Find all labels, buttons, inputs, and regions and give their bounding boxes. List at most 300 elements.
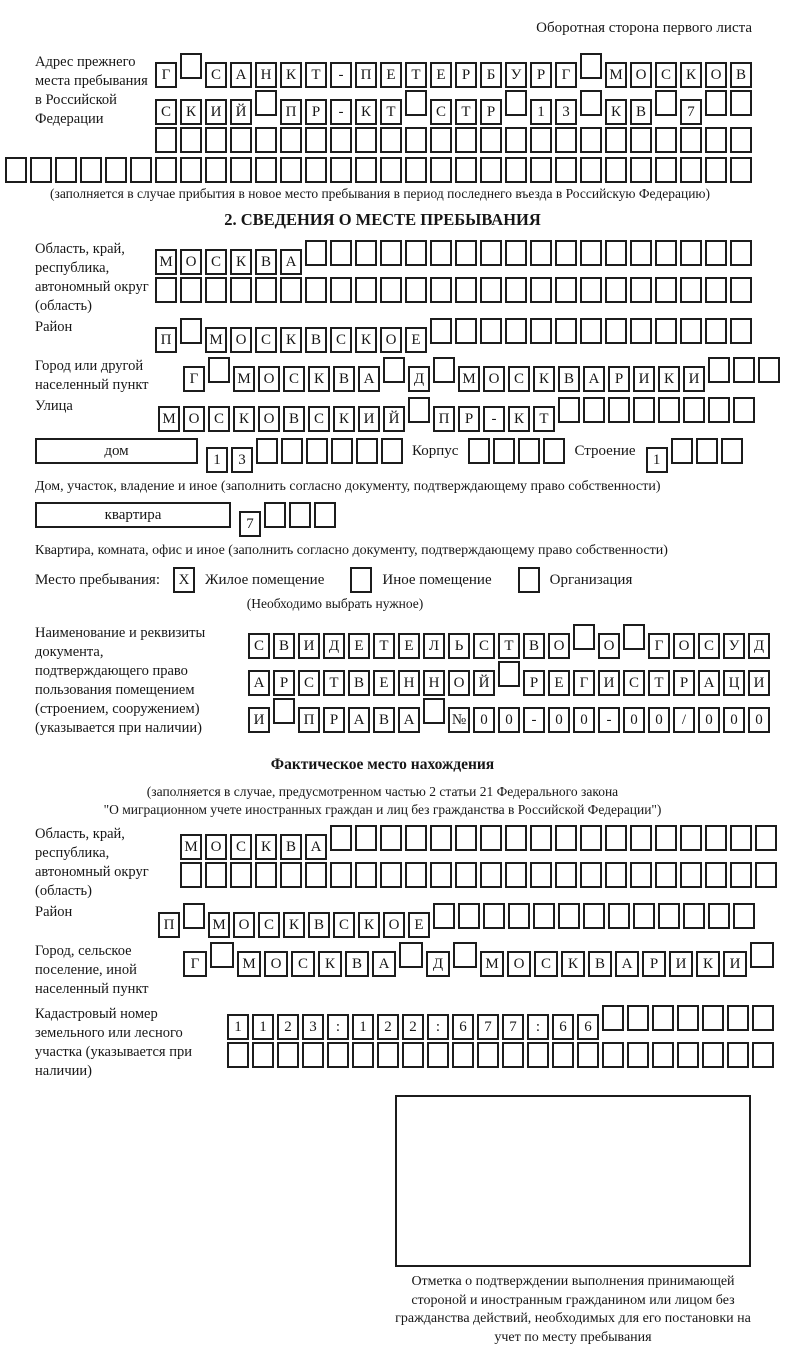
char-cell xyxy=(605,825,627,851)
region-label: Область, край, республика, автономный округ (область) xyxy=(35,241,149,314)
char-cell xyxy=(330,240,352,266)
char-cell xyxy=(493,438,515,464)
char-cell: 0 xyxy=(748,707,770,733)
char-cell xyxy=(455,240,477,266)
char-cell: Т xyxy=(373,633,395,659)
char-cell xyxy=(405,157,427,183)
char-cell xyxy=(552,1042,574,1068)
char-cell: 6 xyxy=(577,1014,599,1040)
char-cell xyxy=(683,397,705,423)
char-cell xyxy=(380,157,402,183)
char-cell: / xyxy=(673,707,695,733)
char-cell: Р xyxy=(673,670,695,696)
char-cell xyxy=(555,127,577,153)
char-cell xyxy=(580,277,602,303)
char-cell: К xyxy=(280,327,302,353)
char-cell: В xyxy=(345,951,369,977)
char-cell xyxy=(399,942,423,968)
char-cell xyxy=(733,903,755,929)
char-cell xyxy=(305,862,327,888)
cadastre-label: Кадастровый номер земельного или лесного участка (указывается при наличии) xyxy=(35,1006,192,1079)
char-cell xyxy=(227,1042,249,1068)
char-cell xyxy=(155,127,177,153)
char-cell: С xyxy=(255,327,277,353)
char-cell: 1 xyxy=(646,447,668,473)
char-cell xyxy=(180,157,202,183)
char-cell: 6 xyxy=(552,1014,574,1040)
char-cell: К xyxy=(180,99,202,125)
char-cell xyxy=(605,318,627,344)
char-cell xyxy=(380,862,402,888)
city-field xyxy=(5,357,800,395)
char-cell: Й xyxy=(473,670,495,696)
char-cell xyxy=(380,277,402,303)
char-cell xyxy=(180,277,202,303)
char-cell: У xyxy=(723,633,745,659)
char-cell xyxy=(705,277,727,303)
char-cell: Й xyxy=(383,406,405,432)
char-cell xyxy=(530,825,552,851)
actual-location-note-1: (заполняется в случае, предусмотренном частью 2 статьи 21 Федерального закона xyxy=(146,784,619,799)
char-cell: Ь xyxy=(448,633,470,659)
char-cell: Г xyxy=(573,670,595,696)
char-cell: С xyxy=(205,62,227,88)
region-row-1 xyxy=(155,240,755,275)
char-cell: Б xyxy=(480,62,502,88)
char-cell: Г xyxy=(648,633,670,659)
char-cell: Ц xyxy=(723,670,745,696)
char-cell: В xyxy=(273,633,295,659)
char-cell xyxy=(580,240,602,266)
char-cell xyxy=(455,127,477,153)
char-cell xyxy=(255,127,277,153)
char-cell: В xyxy=(255,249,277,275)
char-cell: И xyxy=(248,707,270,733)
char-cell xyxy=(727,1005,749,1031)
char-cell xyxy=(708,397,730,423)
char-cell: Е xyxy=(430,62,452,88)
char-cell xyxy=(55,157,77,183)
char-cell xyxy=(505,825,527,851)
char-cell xyxy=(330,277,352,303)
cadastre-rows xyxy=(227,1005,777,1070)
char-cell xyxy=(677,1042,699,1068)
char-cell: К xyxy=(696,951,720,977)
char-cell xyxy=(580,53,602,79)
char-cell: О xyxy=(183,406,205,432)
char-cell: Е xyxy=(398,633,420,659)
char-cell: Т xyxy=(380,99,402,125)
char-cell xyxy=(730,90,752,116)
char-cell xyxy=(680,862,702,888)
house-box: дом xyxy=(35,438,198,464)
char-cell: М xyxy=(233,366,255,392)
char-cell xyxy=(655,318,677,344)
cadastre-row-2 xyxy=(227,1042,777,1068)
char-cell: 0 xyxy=(473,707,495,733)
char-cell xyxy=(555,862,577,888)
char-cell: С xyxy=(155,99,177,125)
char-cell xyxy=(455,825,477,851)
char-cell xyxy=(281,438,303,464)
char-cell: Т xyxy=(533,406,555,432)
char-cell xyxy=(730,862,752,888)
char-cell: С xyxy=(248,633,270,659)
char-cell: 1 xyxy=(252,1014,274,1040)
char-cell: П xyxy=(158,912,180,938)
char-cell: К xyxy=(318,951,342,977)
char-cell: Е xyxy=(380,62,402,88)
char-cell xyxy=(580,862,602,888)
actual-city-label: Город, сельское поселение, иной населенный пункт xyxy=(35,943,149,997)
stay-checkbox-organization xyxy=(518,567,540,593)
char-cell xyxy=(423,698,445,724)
char-cell xyxy=(355,862,377,888)
char-cell: С xyxy=(291,951,315,977)
char-cell xyxy=(630,277,652,303)
char-cell: А xyxy=(398,707,420,733)
char-cell: С xyxy=(473,633,495,659)
char-cell xyxy=(205,157,227,183)
char-cell: О xyxy=(180,249,202,275)
stay-type-row xyxy=(35,567,800,593)
char-cell: Р xyxy=(458,406,480,432)
char-cell xyxy=(755,862,777,888)
char-cell xyxy=(730,825,752,851)
char-cell xyxy=(455,862,477,888)
char-cell xyxy=(183,903,205,929)
char-cell xyxy=(655,240,677,266)
char-cell: И xyxy=(358,406,380,432)
char-cell xyxy=(605,240,627,266)
stay-checkbox-other xyxy=(350,567,372,593)
char-cell xyxy=(205,127,227,153)
char-cell xyxy=(255,157,277,183)
char-cell xyxy=(758,357,780,383)
char-cell xyxy=(733,397,755,423)
char-cell xyxy=(5,157,27,183)
char-cell xyxy=(655,862,677,888)
char-cell xyxy=(555,277,577,303)
stay-type-label: Место пребывания: xyxy=(35,571,160,588)
house-number-cells xyxy=(206,438,406,473)
char-cell: 2 xyxy=(277,1014,299,1040)
char-cell xyxy=(555,157,577,183)
char-cell: И xyxy=(683,366,705,392)
char-cell: И xyxy=(298,633,320,659)
char-cell xyxy=(505,318,527,344)
char-cell xyxy=(230,157,252,183)
actual-district-row xyxy=(158,903,758,938)
char-cell: Р xyxy=(523,670,545,696)
char-cell: О xyxy=(448,670,470,696)
char-cell xyxy=(630,318,652,344)
char-cell: О xyxy=(483,366,505,392)
char-cell xyxy=(306,438,328,464)
prev-address-row-3 xyxy=(155,127,755,153)
char-cell xyxy=(705,90,727,116)
char-cell: : xyxy=(327,1014,349,1040)
char-cell xyxy=(630,127,652,153)
char-cell: Л xyxy=(423,633,445,659)
char-cell: М xyxy=(158,406,180,432)
char-cell xyxy=(555,318,577,344)
char-cell: О xyxy=(258,406,280,432)
char-cell: К xyxy=(561,951,585,977)
char-cell xyxy=(630,862,652,888)
char-cell xyxy=(331,438,353,464)
char-cell: 2 xyxy=(402,1014,424,1040)
char-cell xyxy=(677,1005,699,1031)
char-cell xyxy=(533,903,555,929)
char-cell xyxy=(455,157,477,183)
char-cell: О xyxy=(630,62,652,88)
char-cell xyxy=(518,438,540,464)
char-cell xyxy=(605,862,627,888)
char-cell xyxy=(305,240,327,266)
region-rows xyxy=(155,240,755,305)
char-cell xyxy=(205,862,227,888)
char-cell xyxy=(427,1042,449,1068)
char-cell: Г xyxy=(183,366,205,392)
char-cell: С xyxy=(623,670,645,696)
char-cell xyxy=(623,624,645,650)
char-cell: 0 xyxy=(573,707,595,733)
char-cell: Е xyxy=(373,670,395,696)
char-cell: С xyxy=(298,670,320,696)
char-cell xyxy=(730,157,752,183)
char-cell xyxy=(577,1042,599,1068)
char-cell: Т xyxy=(323,670,345,696)
char-cell xyxy=(658,903,680,929)
char-cell xyxy=(302,1042,324,1068)
char-cell xyxy=(355,277,377,303)
char-cell: Е xyxy=(408,912,430,938)
stay-option-organization: Организация xyxy=(549,571,633,588)
char-cell: О xyxy=(383,912,405,938)
char-cell xyxy=(273,698,295,724)
char-cell xyxy=(330,127,352,153)
stroenie-cells xyxy=(646,438,746,473)
korpus-cells xyxy=(468,438,568,464)
char-cell: С xyxy=(258,912,280,938)
char-cell xyxy=(480,240,502,266)
char-cell: В xyxy=(308,912,330,938)
char-cell: А xyxy=(280,249,302,275)
char-cell xyxy=(602,1005,624,1031)
actual-location-title: Фактическое место нахождения xyxy=(270,756,495,773)
doc-label: Наименование и реквизиты документа, подтверждающего право пользования помещением (строением, сооружением) (указывается при наличии) xyxy=(35,625,206,736)
char-cell: Д xyxy=(323,633,345,659)
char-cell xyxy=(314,502,336,528)
char-cell xyxy=(505,157,527,183)
char-cell: Р xyxy=(455,62,477,88)
char-cell xyxy=(468,438,490,464)
char-cell: Д xyxy=(408,366,430,392)
char-cell: М xyxy=(180,834,202,860)
doc-row-3 xyxy=(248,698,773,733)
char-cell xyxy=(458,903,480,929)
char-cell xyxy=(508,903,530,929)
char-cell: Р xyxy=(608,366,630,392)
char-cell xyxy=(605,277,627,303)
char-cell: А xyxy=(698,670,720,696)
char-cell: В xyxy=(588,951,612,977)
char-cell xyxy=(477,1042,499,1068)
char-cell xyxy=(671,438,693,464)
char-cell: : xyxy=(527,1014,549,1040)
char-cell xyxy=(733,357,755,383)
char-cell: Е xyxy=(548,670,570,696)
char-cell: М xyxy=(605,62,627,88)
char-cell: 1 xyxy=(206,447,228,473)
char-cell xyxy=(405,90,427,116)
char-cell xyxy=(498,661,520,687)
char-cell xyxy=(696,438,718,464)
char-cell xyxy=(483,903,505,929)
char-cell xyxy=(280,157,302,183)
char-cell: С xyxy=(208,406,230,432)
char-cell: К xyxy=(533,366,555,392)
char-cell: 0 xyxy=(623,707,645,733)
doc-row-2 xyxy=(248,661,773,696)
char-cell xyxy=(289,502,311,528)
char-cell xyxy=(480,277,502,303)
char-cell xyxy=(527,1042,549,1068)
char-cell xyxy=(583,903,605,929)
char-cell xyxy=(452,1042,474,1068)
char-cell xyxy=(543,438,565,464)
char-cell: О xyxy=(205,834,227,860)
char-cell xyxy=(256,438,278,464)
char-cell: С xyxy=(283,366,305,392)
char-cell xyxy=(705,240,727,266)
char-cell: И xyxy=(598,670,620,696)
char-cell xyxy=(502,1042,524,1068)
char-cell: К xyxy=(355,327,377,353)
char-cell: В xyxy=(348,670,370,696)
char-cell xyxy=(280,127,302,153)
char-cell: К xyxy=(355,99,377,125)
char-cell: В xyxy=(630,99,652,125)
char-cell xyxy=(208,357,230,383)
char-cell: М xyxy=(480,951,504,977)
char-cell xyxy=(430,318,452,344)
char-cell xyxy=(433,903,455,929)
char-cell xyxy=(180,127,202,153)
char-cell xyxy=(180,53,202,79)
char-cell: : xyxy=(427,1014,449,1040)
char-cell: П xyxy=(280,99,302,125)
char-cell xyxy=(580,157,602,183)
city-row xyxy=(183,357,783,392)
char-cell: И xyxy=(205,99,227,125)
char-cell: 7 xyxy=(239,511,261,537)
char-cell: Г xyxy=(183,951,207,977)
char-cell xyxy=(405,127,427,153)
actual-district-label: Район xyxy=(35,904,73,920)
char-cell xyxy=(155,277,177,303)
char-cell xyxy=(580,90,602,116)
char-cell: К xyxy=(508,406,530,432)
char-cell: - xyxy=(523,707,545,733)
apartment-box: квартира xyxy=(35,502,231,528)
char-cell: А xyxy=(358,366,380,392)
char-cell: Р xyxy=(480,99,502,125)
char-cell xyxy=(705,825,727,851)
char-cell xyxy=(355,127,377,153)
char-cell: 0 xyxy=(698,707,720,733)
char-cell xyxy=(505,240,527,266)
char-cell: 7 xyxy=(477,1014,499,1040)
doc-field xyxy=(5,624,800,738)
char-cell: 3 xyxy=(555,99,577,125)
char-cell: С xyxy=(534,951,558,977)
char-cell xyxy=(405,277,427,303)
char-cell xyxy=(708,903,730,929)
char-cell: Е xyxy=(405,327,427,353)
char-cell xyxy=(383,357,405,383)
char-cell xyxy=(530,318,552,344)
char-cell xyxy=(708,357,730,383)
char-cell: С xyxy=(508,366,530,392)
char-cell xyxy=(655,127,677,153)
char-cell xyxy=(633,397,655,423)
char-cell xyxy=(505,862,527,888)
char-cell xyxy=(627,1005,649,1031)
char-cell xyxy=(455,277,477,303)
char-cell xyxy=(652,1005,674,1031)
char-cell xyxy=(680,157,702,183)
char-cell xyxy=(381,438,403,464)
prev-address-rows xyxy=(155,53,755,155)
char-cell: - xyxy=(598,707,620,733)
korpus-label: Корпус xyxy=(412,443,459,459)
char-cell xyxy=(402,1042,424,1068)
char-cell: Н xyxy=(398,670,420,696)
char-cell xyxy=(430,240,452,266)
char-cell xyxy=(430,157,452,183)
district-field xyxy=(5,318,800,355)
char-cell: О xyxy=(705,62,727,88)
char-cell: К xyxy=(283,912,305,938)
char-cell xyxy=(655,90,677,116)
char-cell: И xyxy=(669,951,693,977)
char-cell: С xyxy=(330,327,352,353)
prev-address-label: Адрес прежнего места пребывания в Российской Федерации xyxy=(35,54,148,127)
region-row-2 xyxy=(155,277,755,303)
char-cell: И xyxy=(633,366,655,392)
prev-address-field xyxy=(5,53,800,155)
char-cell: О xyxy=(507,951,531,977)
char-cell xyxy=(433,357,455,383)
char-cell xyxy=(702,1042,724,1068)
char-cell xyxy=(480,862,502,888)
char-cell: - xyxy=(483,406,505,432)
char-cell xyxy=(180,318,202,344)
char-cell xyxy=(305,277,327,303)
char-cell xyxy=(280,862,302,888)
char-cell: М xyxy=(458,366,480,392)
char-cell: О xyxy=(233,912,255,938)
char-cell: А xyxy=(583,366,605,392)
char-cell: А xyxy=(305,834,327,860)
char-cell: А xyxy=(615,951,639,977)
char-cell xyxy=(602,1042,624,1068)
char-cell xyxy=(264,502,286,528)
prev-address-overflow-row xyxy=(5,157,800,183)
actual-region-row-1 xyxy=(180,825,780,860)
